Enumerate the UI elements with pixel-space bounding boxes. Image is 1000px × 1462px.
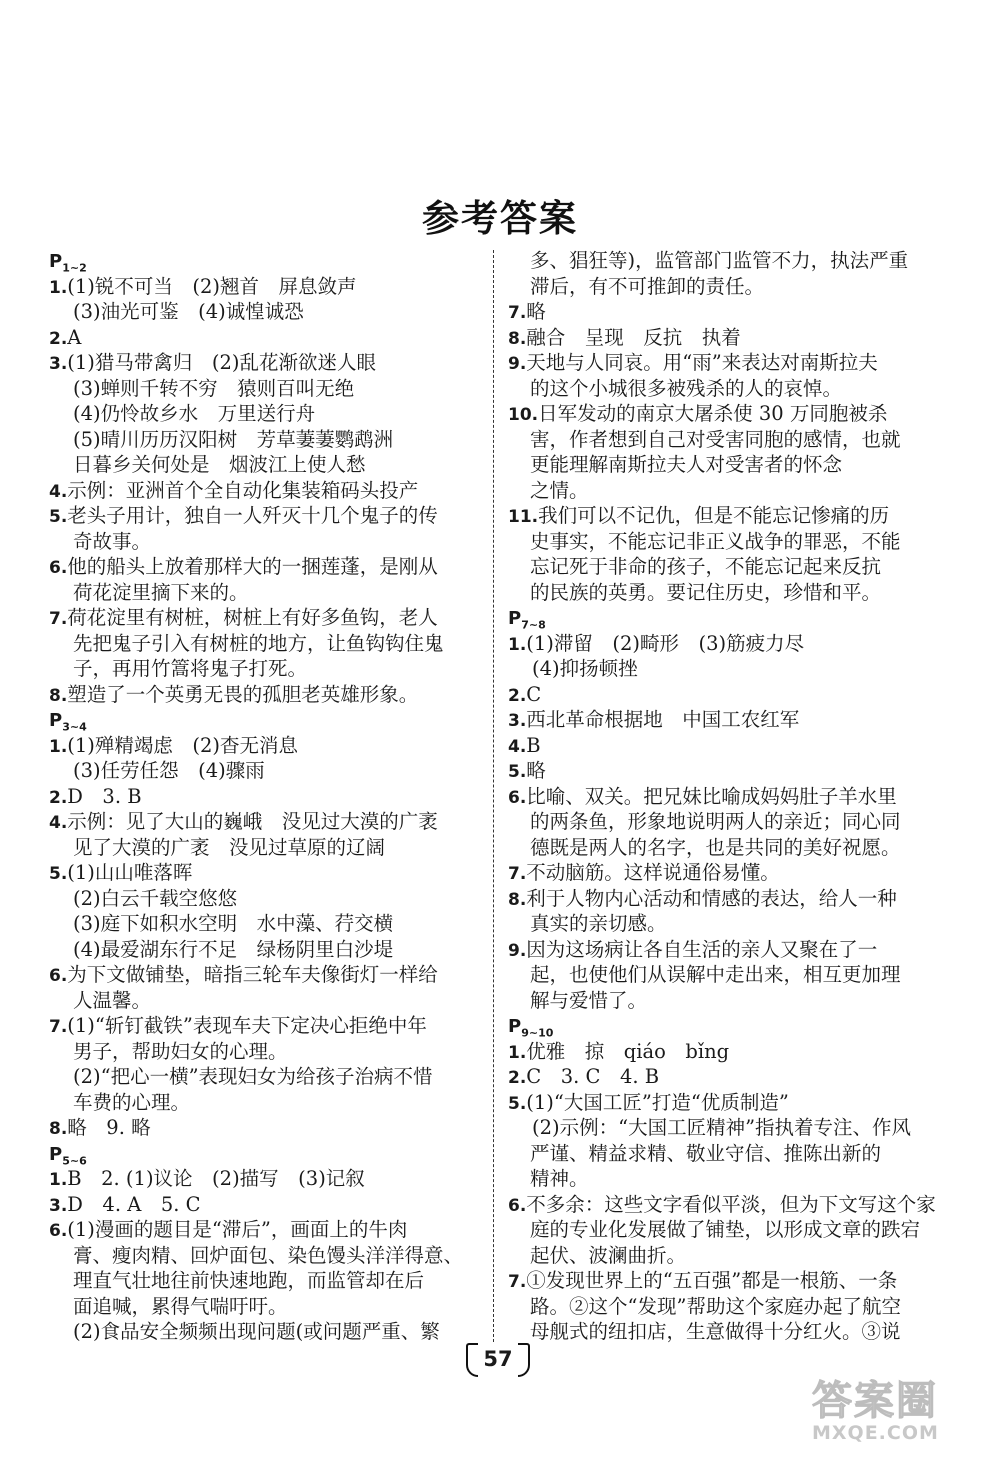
answer-continuation-line <box>49 937 485 963</box>
answer-text: 日暮乡关何处是 烟波江上使人愁 <box>73 453 366 476</box>
section-heading <box>49 1141 485 1167</box>
answer-continuation-line <box>49 1064 485 1090</box>
answer-line <box>508 350 944 376</box>
answer-text: 母舰式的纽扣店，生意做得十分红火。③说 <box>530 1320 901 1343</box>
question-number: 6. <box>508 1195 527 1216</box>
answer-line <box>49 605 485 631</box>
answer-line <box>508 1268 944 1294</box>
answer-line <box>508 707 944 733</box>
question-number: 8. <box>508 889 527 910</box>
answer-text: 理直气壮地往前快速地跑，而监管却在后 <box>73 1269 425 1292</box>
answer-line <box>508 299 944 325</box>
answer-text: (5)晴川历历汉阳树 芳草萋萋鹦鹉洲 <box>73 427 394 451</box>
answer-continuation-line <box>508 1243 944 1269</box>
answer-line <box>49 809 485 835</box>
answer-text: (3)任劳任怨 (4)骤雨 <box>73 759 265 782</box>
answer-continuation-line <box>49 758 485 784</box>
watermark-logo: 答案圈 <box>812 1378 938 1424</box>
answer-text: (4)仍怜故乡水 万里送行舟 <box>73 402 316 425</box>
answer-line <box>508 1090 944 1116</box>
answer-text: 的这个小城很多被残杀的人的哀悼。 <box>530 376 843 400</box>
page-number-badge <box>466 1343 530 1375</box>
answer-text: 荷花淀里有树桩，树桩上有好多鱼钩，老人 <box>67 606 438 629</box>
question-number: 4. <box>49 813 68 833</box>
answer-continuation-line <box>508 1166 944 1192</box>
answer-text: 人温馨。 <box>73 988 152 1012</box>
answer-continuation-line <box>508 452 944 478</box>
answer-text: 的两条鱼，形象地说明两人的亲近；同心同 <box>530 810 901 833</box>
answer-text: 示例：亚洲首个全自动化集装箱码头投产 <box>67 478 419 502</box>
answer-text: 西北革命根据地 中国工农红军 <box>526 708 800 731</box>
question-number: 1. <box>508 1042 527 1063</box>
answer-text: (1)山山唯落晖 <box>67 861 193 884</box>
question-number: 3. <box>49 354 68 374</box>
answer-line <box>508 886 944 912</box>
answer-line <box>49 733 485 759</box>
question-number: 5. <box>508 762 527 782</box>
question-number: 5. <box>49 864 68 884</box>
answer-continuation-line <box>508 911 944 937</box>
question-number: 8. <box>49 1119 68 1139</box>
question-number: 2. <box>49 328 68 349</box>
answer-continuation-line <box>508 1115 944 1141</box>
answer-continuation-line <box>49 656 485 682</box>
answer-text: (2)示例：“大国工匠精神”指执着专注、作风 <box>532 1116 912 1139</box>
answer-continuation-line <box>508 427 944 453</box>
section-heading-text <box>508 608 546 629</box>
answer-text: (1)漫画的题目是“滞后”，画面上的牛肉 <box>67 1218 408 1241</box>
answer-text: 面追喊，累得气喘吁吁。 <box>73 1294 288 1318</box>
answer-continuation-line <box>49 835 485 861</box>
answer-continuation-line <box>49 1268 485 1294</box>
answer-line <box>508 1064 944 1090</box>
answer-text: 膏、瘦肉精、回炉面包、染色馒头洋洋得意、 <box>73 1243 464 1267</box>
answer-column-left <box>49 248 485 1345</box>
question-number: 3. <box>49 1195 68 1216</box>
answer-text: 融合 呈现 反抗 执着 <box>526 325 741 349</box>
answer-line <box>508 631 944 657</box>
answer-text: 不动脑筋。这样说通俗易懂。 <box>526 861 780 884</box>
answer-continuation-line <box>49 988 485 1014</box>
question-number: 6. <box>508 787 527 808</box>
question-number: 1. <box>49 736 68 757</box>
question-number: 7. <box>49 609 68 629</box>
answer-continuation-line <box>49 631 485 657</box>
answer-text: (2)食品安全频频出现问题(或问题严重、繁 <box>73 1320 440 1343</box>
answer-text: 起伏、波澜曲折。 <box>530 1243 687 1267</box>
section-label: P <box>49 251 63 272</box>
section-page-range: 3~4 <box>62 720 87 733</box>
question-number: 5. <box>508 1093 527 1114</box>
answer-continuation-line <box>508 1319 944 1345</box>
answer-text: 老头子用计，独自一人歼灭十几个鬼子的传 <box>67 504 438 527</box>
answer-continuation-line <box>508 580 944 606</box>
question-number: 6. <box>49 966 68 986</box>
question-number: 11. <box>508 507 539 527</box>
answer-line <box>49 1217 485 1243</box>
answer-line <box>508 401 944 427</box>
answer-text: 多、猖狂等)，监管部门监管不力，执法严重 <box>530 249 909 272</box>
answer-continuation-line <box>49 529 485 555</box>
answer-text: 的民族的英勇。要记住历史，珍惜和平。 <box>530 580 882 604</box>
answer-line <box>49 1115 485 1141</box>
question-number: 2. <box>49 787 68 808</box>
section-page-range: 9~10 <box>521 1026 554 1039</box>
page-title: 参考答案 <box>422 197 578 240</box>
answer-text: (1)“斩钉截铁”表现车夫下定决心拒绝中年 <box>67 1014 427 1037</box>
question-number: 9. <box>508 354 527 374</box>
question-number: 10. <box>508 405 539 425</box>
answer-text: 严谨、精益求精、敬业守信、推陈出新的 <box>530 1141 882 1165</box>
answer-text: 比喻、双关。把兄妹比喻成妈妈肚子羊水里 <box>526 784 897 808</box>
question-number: 5. <box>49 507 68 527</box>
answer-line <box>49 784 485 810</box>
section-heading-text <box>49 1144 87 1165</box>
answer-continuation-line <box>508 835 944 861</box>
answer-text: (3)油光可鉴 (4)诚惶诚恐 <box>73 300 304 323</box>
answer-text: 不多余：这些文字看似平淡，但为下文写这个家 <box>526 1192 936 1216</box>
answer-text: 车费的心理。 <box>73 1090 191 1114</box>
answer-continuation-line <box>508 656 944 682</box>
answer-continuation-line <box>508 529 944 555</box>
answer-text: B 2. (1)议论 (2)描写 (3)记叙 <box>67 1167 365 1190</box>
answer-text: 奇故事。 <box>73 529 152 553</box>
answer-column-right <box>508 248 944 1345</box>
answer-continuation-line <box>508 248 944 274</box>
answer-continuation-line <box>49 299 485 325</box>
answer-continuation-line <box>508 274 944 300</box>
section-heading <box>508 1013 944 1039</box>
answer-text: 史事实，不能忘记非正义战争的罪恶，不能 <box>530 529 901 553</box>
question-number: 7. <box>508 303 527 323</box>
answer-continuation-line <box>508 554 944 580</box>
answer-text: 真实的亲切感。 <box>530 912 667 935</box>
question-number: 9. <box>508 940 527 961</box>
answer-line <box>49 1013 485 1039</box>
answer-line <box>508 937 944 963</box>
answer-text: (4)最爱湖东行不足 绿杨阴里白沙堤 <box>73 937 394 961</box>
answer-continuation-line <box>508 988 944 1014</box>
answer-continuation-line <box>49 1294 485 1320</box>
question-number: 7. <box>508 864 527 884</box>
answer-text: (1)殚精竭虑 (2)杳无消息 <box>67 733 299 757</box>
answer-continuation-line <box>49 1243 485 1269</box>
section-label: P <box>508 1016 522 1037</box>
answer-continuation-line <box>508 376 944 402</box>
answer-text: 滞后，有不可推卸的责任。 <box>530 274 765 298</box>
answer-text: 忘记死于非命的孩子，不能忘记起来反抗 <box>530 555 882 578</box>
answer-text: 荷花淀里摘下来的。 <box>73 580 249 604</box>
answer-text: 塑造了一个英勇无畏的孤胆老英雄形象。 <box>67 682 419 706</box>
answer-text: 起，也使他们从误解中走出来，相互更加理 <box>530 963 901 986</box>
answer-text: 优雅 掠 qiáo bǐng <box>526 1039 730 1063</box>
answer-line <box>508 682 944 708</box>
column-divider <box>493 250 494 1342</box>
answer-text: 略 9. 略 <box>67 1116 151 1139</box>
answer-text: 子，再用竹篙将鬼子打死。 <box>73 657 308 680</box>
answer-continuation-line <box>508 1294 944 1320</box>
answer-text: 略 <box>526 300 546 323</box>
answer-continuation-line <box>508 478 944 504</box>
question-number: 2. <box>508 685 527 706</box>
answer-text: C <box>526 682 542 706</box>
answer-continuation-line <box>49 911 485 937</box>
answer-text: 略 <box>526 759 546 782</box>
answer-continuation-line <box>49 1319 485 1345</box>
answer-text: 天地与人同哀。用“雨”来表达对南斯拉夫 <box>526 351 878 374</box>
answer-text: (3)庭下如积水空明 水中藻、荇交横 <box>73 912 394 935</box>
answer-line <box>49 860 485 886</box>
answer-line <box>508 1192 944 1218</box>
answer-continuation-line <box>508 1141 944 1167</box>
question-number: 7. <box>508 1272 527 1292</box>
answer-text: D 3. B <box>67 784 142 808</box>
answer-text: 因为这场病让各自生活的亲人又聚在了一 <box>526 937 878 961</box>
answer-text: (1)猎马带禽归 (2)乱花渐欲迷人眼 <box>67 351 377 374</box>
answer-text: B <box>526 733 541 757</box>
answer-text: (3)蝉则千转不穷 猿则百叫无绝 <box>73 376 355 400</box>
answer-text: 德既是两人的名字，也是共同的美好祝愿。 <box>530 835 901 859</box>
answer-continuation-line <box>49 376 485 402</box>
question-number: 4. <box>49 481 68 502</box>
answer-text: 精神。 <box>530 1167 589 1190</box>
answer-continuation-line <box>508 809 944 835</box>
answer-text: (2)“把心一横”表现妇女为给孩子治病不惜 <box>73 1065 433 1088</box>
section-heading <box>49 248 485 274</box>
answer-line <box>508 1039 944 1065</box>
question-number: 2. <box>508 1068 527 1088</box>
answer-text: D 4. A 5. C <box>67 1192 201 1216</box>
answer-line <box>508 784 944 810</box>
answer-continuation-line <box>49 580 485 606</box>
answer-line <box>49 274 485 300</box>
question-number: 8. <box>508 328 527 349</box>
answer-line <box>49 554 485 580</box>
section-heading-text <box>508 1016 553 1037</box>
answer-text: (1)滞留 (2)畸形 (3)筋疲力尽 <box>526 631 805 655</box>
section-heading-text <box>49 710 87 731</box>
answer-text: ①发现世界上的“五百强”都是一根筋、一条 <box>526 1269 898 1292</box>
question-number: 1. <box>49 277 68 298</box>
answer-line <box>49 682 485 708</box>
answer-line <box>508 758 944 784</box>
answer-line <box>508 860 944 886</box>
question-number: 3. <box>508 711 527 731</box>
answer-continuation-line <box>49 1039 485 1065</box>
answer-text: 我们可以不记仇，但是不能忘记惨痛的历 <box>538 504 890 527</box>
answer-text: 利于人物内心活动和情感的表达，给人一种 <box>526 886 897 910</box>
answer-text: 为下文做铺垫，暗指三轮车夫像街灯一样给 <box>67 963 438 986</box>
answer-continuation-line <box>49 401 485 427</box>
answer-text: 解与爱惜了。 <box>530 988 648 1012</box>
question-number: 1. <box>49 1170 68 1190</box>
section-label: P <box>508 608 522 629</box>
answer-line <box>49 1192 485 1218</box>
question-number: 7. <box>49 1017 68 1037</box>
answer-text: A <box>67 325 82 349</box>
answer-line <box>508 325 944 351</box>
answer-text: 男子，帮助妇女的心理。 <box>73 1039 288 1063</box>
answer-text: 之情。 <box>530 478 589 502</box>
answer-text: (4)抑扬顿挫 <box>532 657 638 680</box>
section-label: P <box>49 710 63 731</box>
answer-line <box>49 503 485 529</box>
answer-text: (1)锐不可当 (2)翘首 屏息敛声 <box>67 274 357 298</box>
answer-continuation-line <box>49 427 485 453</box>
answer-text: 路。②这个“发现”帮助这个家庭办起了航空 <box>530 1294 901 1318</box>
page-number: 57 <box>483 1347 513 1371</box>
answer-text: 日军发动的南京大屠杀使 30 万同胞被杀 <box>538 402 888 425</box>
answer-line <box>508 503 944 529</box>
watermark <box>812 1380 982 1450</box>
answer-line <box>49 1166 485 1192</box>
answer-text: 害，作者想到自己对受害同胞的感情，也就 <box>530 427 901 451</box>
bracket-right-icon <box>518 1343 530 1377</box>
section-heading-text <box>49 251 87 272</box>
answer-continuation-line <box>49 886 485 912</box>
bracket-left-icon <box>466 1343 478 1377</box>
question-number: 4. <box>508 736 527 757</box>
section-page-range: 7~8 <box>521 618 546 631</box>
answer-text: 庭的专业化发展做了铺垫，以形成文章的跌宕 <box>530 1218 921 1241</box>
answer-continuation-line <box>49 1090 485 1116</box>
question-number: 1. <box>508 634 527 655</box>
section-page-range: 5~6 <box>62 1154 87 1166</box>
answer-text: 先把鬼子引入有树桩的地方，让鱼钩钩住鬼 <box>73 631 444 655</box>
watermark-url: MXQE.COM <box>812 1422 939 1444</box>
section-heading <box>508 605 944 631</box>
answer-text: (1)“大国工匠”打造“优质制造” <box>526 1090 789 1114</box>
question-number: 8. <box>49 685 68 706</box>
section-label: P <box>49 1143 63 1165</box>
question-number: 6. <box>49 1221 68 1241</box>
answer-text: 示例：见了大山的巍峨 没见过大漠的广袤 <box>67 810 438 833</box>
answer-text: 更能理解南斯拉夫人对受害者的怀念 <box>530 453 843 476</box>
answer-continuation-line <box>49 452 485 478</box>
answer-line <box>49 962 485 988</box>
answer-text: 他的船头上放着那样大的一捆莲蓬，是刚从 <box>67 555 438 578</box>
section-heading <box>49 707 485 733</box>
answer-continuation-line <box>508 962 944 988</box>
section-page-range: 1~2 <box>62 261 87 274</box>
answer-continuation-line <box>508 1217 944 1243</box>
answer-line <box>49 478 485 504</box>
answer-text: C 3. C 4. B <box>526 1065 660 1088</box>
answer-line <box>508 733 944 759</box>
answer-line <box>49 325 485 351</box>
answer-text: 见了大漠的广袤 没见过草原的辽阔 <box>73 835 386 859</box>
question-number: 6. <box>49 558 68 578</box>
answer-line <box>49 350 485 376</box>
answer-text: (2)白云千载空悠悠 <box>73 886 238 910</box>
